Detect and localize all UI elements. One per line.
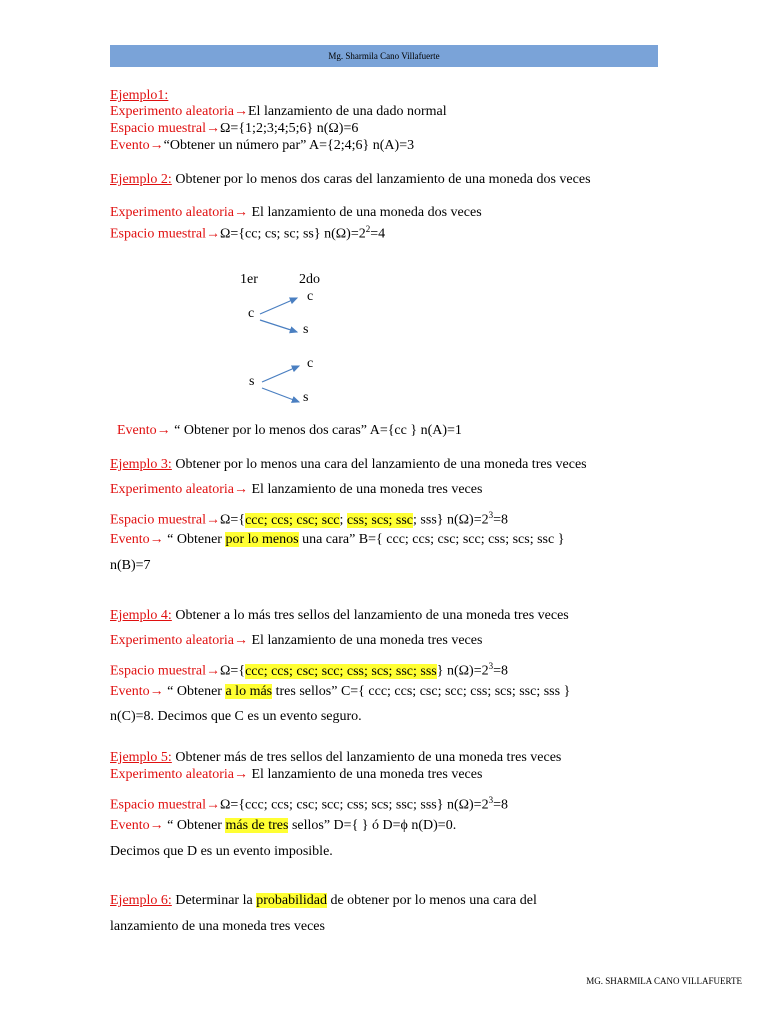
ej3-esp-label: Espacio muestral — [110, 512, 207, 528]
ej5-experiment — [110, 766, 482, 783]
ej6-title: Ejemplo 6: — [110, 893, 172, 908]
ej1-title: Ejemplo1: — [110, 88, 169, 103]
ej2-esp-sup: 2 — [365, 224, 371, 234]
ej3-esp-post: ; sss} n(Ω)=2 — [413, 512, 489, 528]
ej5-esp-label: Espacio muestral — [110, 797, 207, 813]
ej2-event — [117, 422, 462, 439]
ej3-event-count: n(B)=7 — [110, 558, 151, 573]
ej4-ev-pre: “ Obtener — [163, 684, 226, 699]
ej3-ev-highlight: por lo menos — [225, 532, 299, 547]
ej4-esp-sup: 3 — [488, 661, 494, 671]
ej6-line2: lanzamiento de una moneda tres veces — [110, 919, 325, 934]
tree-arrow-1 — [260, 298, 297, 314]
tree-leaf-1: c — [307, 289, 314, 304]
ej3-sample-space — [110, 507, 508, 529]
ej4-esp-tail: =8 — [493, 663, 508, 679]
tree-leaf-4: s — [303, 390, 309, 405]
ej5-ev-highlight: más de tres — [225, 818, 289, 833]
tree-leaf-2: s — [303, 322, 309, 337]
tree-col1-label: 1er — [240, 272, 258, 287]
ej6-post: de obtener por lo menos una cara del — [326, 893, 537, 908]
arrow-icon: → — [206, 226, 221, 242]
ej4-exp-text: El lanzamiento de una moneda tres veces — [248, 633, 483, 648]
tree-col2-label: 2do — [299, 272, 320, 287]
ej5-ev-post: sellos” D={ } ó D=ϕ n(D)=0. — [288, 818, 457, 833]
ej3-ev-pre: “ Obtener — [163, 532, 226, 547]
ej4-ev-label: Evento — [110, 684, 150, 699]
ej3-heading — [110, 456, 587, 473]
tree-arrow-4 — [262, 388, 299, 402]
tree-node-1: c — [248, 306, 255, 321]
ej3-exp-text: El lanzamiento de una moneda tres veces — [248, 482, 483, 497]
ej5-exp-text: El lanzamiento de una moneda tres veces — [248, 767, 483, 782]
ej1-esp-label: Espacio muestral — [110, 121, 207, 136]
ej5-heading — [110, 749, 561, 766]
ej5-sample-space — [110, 792, 508, 814]
ej2-ev-text: “ Obtener por lo menos dos caras” A={cc } n(A)=1 — [170, 423, 462, 438]
arrow-icon: → — [149, 532, 164, 547]
ej3-esp-sup: 3 — [488, 510, 494, 520]
ej1-ev-label: Evento — [110, 138, 150, 153]
ej3-exp-label: Experimento aleatoria — [110, 482, 234, 497]
ej3-title: Ejemplo 3: — [110, 457, 172, 472]
ej5-title: Ejemplo 5: — [110, 750, 172, 765]
ej3-esp-mid: ; — [339, 512, 347, 528]
ej2-title: Ejemplo 2: — [110, 172, 172, 187]
ej1-exp-text: El lanzamiento de una dado normal — [248, 104, 447, 119]
ej4-experiment — [110, 632, 482, 649]
arrow-icon: → — [149, 138, 164, 153]
arrow-icon: → — [149, 684, 164, 699]
ej2-ev-label: Evento — [117, 423, 157, 438]
ej3-ev-post: una cara” B={ ccc; ccs; csc; scc; css; scs; ssc } — [298, 532, 565, 547]
ej2-exp-text: El lanzamiento de una moneda dos veces — [248, 205, 482, 220]
ej4-esp-label: Espacio muestral — [110, 663, 207, 679]
ej3-esp-highlight-2: css; scs; ssc — [346, 512, 414, 528]
arrow-icon: → — [206, 512, 221, 528]
ej4-esp-highlight: ccc; ccs; csc; scc; css; scs; ssc; sss — [245, 663, 437, 679]
ej3-esp-highlight-1: ccc; ccs; csc; scc — [245, 512, 340, 528]
tree-arrow-3 — [262, 366, 299, 382]
ej4-title: Ejemplo 4: — [110, 608, 172, 623]
ej5-event — [110, 817, 456, 834]
page-header: Mg. Sharmila Cano Villafuerte — [110, 45, 658, 67]
ej4-sample-space — [110, 658, 508, 680]
arrow-icon: → — [206, 797, 221, 813]
ej3-event — [110, 531, 564, 548]
ej2-esp-label: Espacio muestral — [110, 226, 207, 242]
ej4-esp-pre: Ω={ — [220, 663, 246, 679]
ej4-heading — [110, 607, 569, 624]
ej6-pre: Determinar la — [171, 893, 257, 908]
ej4-exp-label: Experimento aleatoria — [110, 633, 234, 648]
ej3-esp-tail: =8 — [493, 512, 509, 528]
ej5-esp-sup: 3 — [488, 795, 494, 805]
arrow-icon: → — [206, 121, 221, 136]
ej1-esp-text: Ω={1;2;3;4;5;6} n(Ω)=6 — [220, 121, 359, 136]
ej3-ev-label: Evento — [110, 532, 150, 547]
ej1-exp-label: Experimento aleatoria — [110, 104, 234, 119]
arrow-icon: → — [206, 663, 221, 679]
ej2-exp-label: Experimento aleatoria — [110, 205, 234, 220]
ej3-esp-pre: Ω={ — [220, 512, 246, 528]
ej4-desc: Obtener a lo más tres sellos del lanzamiento de una moneda tres veces — [171, 608, 569, 623]
tree-arrow-2 — [260, 320, 297, 332]
ej6-highlight: probabilidad — [256, 893, 327, 908]
ej5-exp-label: Experimento aleatoria — [110, 767, 234, 782]
ej5-esp-text: Ω={ccc; ccs; csc; scc; css; scs; ssc; sss} n(Ω)=2 — [220, 797, 489, 813]
tree-leaf-3: c — [307, 356, 314, 371]
arrow-icon: → — [234, 633, 248, 648]
arrow-icon: → — [234, 104, 248, 119]
arrow-icon: → — [234, 767, 248, 782]
ej4-ev-post: tres sellos” C={ ccc; ccs; csc; scc; css; scs; ssc; sss } — [272, 684, 571, 699]
arrow-icon: → — [234, 482, 248, 497]
ej5-desc: Obtener más de tres sellos del lanzamiento de una moneda tres veces — [171, 750, 562, 765]
ej1-ev-text: “Obtener un número par” A={2;4;6} n(A)=3 — [163, 138, 415, 153]
ej5-ev-label: Evento — [110, 818, 150, 833]
ej2-esp-tail: =4 — [370, 226, 386, 242]
ej4-event — [110, 683, 570, 700]
ej3-desc: Obtener por lo menos una cara del lanzamiento de una moneda tres veces — [171, 457, 587, 472]
page-footer: MG. SHARMILA CANO VILLAFUERTE — [586, 976, 742, 986]
ej2-esp-text: Ω={cc; cs; sc; ss} n(Ω)=2 — [220, 226, 366, 242]
ej4-ev-highlight: a lo más — [225, 684, 273, 699]
ej4-event-count: n(C)=8. Decimos que C es un evento seguro. — [110, 709, 362, 724]
ej5-event-conclusion: Decimos que D es un evento imposible. — [110, 844, 333, 859]
arrow-icon: → — [234, 205, 248, 220]
ej5-esp-tail: =8 — [493, 797, 508, 813]
ej3-experiment — [110, 481, 482, 498]
ej2-desc: Obtener por lo menos dos caras del lanzamiento de una moneda dos veces — [171, 172, 591, 187]
tree-node-2: s — [249, 374, 255, 389]
ej6-heading — [110, 892, 537, 909]
arrow-icon: → — [149, 818, 164, 833]
arrow-icon: → — [156, 423, 171, 438]
ej4-esp-post: } n(Ω)=2 — [436, 663, 489, 679]
ej5-ev-pre: “ Obtener — [163, 818, 226, 833]
